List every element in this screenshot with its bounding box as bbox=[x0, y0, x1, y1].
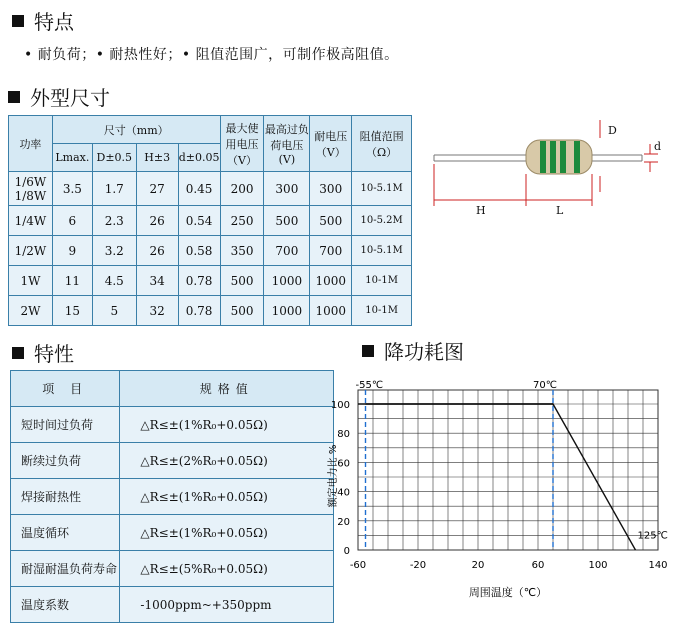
header-item: 项 目 bbox=[11, 371, 120, 407]
cell-withstand-voltage: 1000 bbox=[310, 296, 352, 326]
y-tick-label: 0 bbox=[343, 546, 350, 557]
x-tick-label: -20 bbox=[409, 560, 427, 571]
label-L: L bbox=[556, 204, 564, 217]
cell-overload-voltage: 1000 bbox=[264, 266, 310, 296]
cell-withstand-voltage: 700 bbox=[310, 236, 352, 266]
cell-withstand-voltage: 1000 bbox=[310, 266, 352, 296]
annotation-label: 125℃ bbox=[637, 530, 668, 542]
cell-overload-voltage: 500 bbox=[264, 206, 310, 236]
header-d: D±0.5 bbox=[92, 144, 136, 172]
header-lmax: Lmax. bbox=[52, 144, 92, 172]
table-row bbox=[11, 587, 334, 623]
y-tick-label: 80 bbox=[337, 429, 350, 441]
resistor-body bbox=[526, 140, 592, 174]
cell-overload-voltage: 700 bbox=[264, 236, 310, 266]
cell-power: 1/4W bbox=[9, 206, 53, 236]
cell-item: 温度系数 bbox=[11, 587, 120, 623]
cell-overload-voltage: 300 bbox=[264, 172, 310, 206]
resistor-diagram bbox=[428, 112, 668, 242]
cell-d: 5 bbox=[92, 296, 136, 326]
square-bullet-icon bbox=[8, 91, 20, 103]
cell-range: 10-1M bbox=[352, 266, 412, 296]
cell-range: 10-5.1M bbox=[352, 236, 412, 266]
header-withstand-voltage: 耐电压（V） bbox=[310, 116, 352, 172]
cell-dd: 0.78 bbox=[178, 266, 220, 296]
table-row bbox=[9, 236, 412, 266]
cell-lmax: 3.5 bbox=[52, 172, 92, 206]
cell-withstand-voltage: 300 bbox=[310, 172, 352, 206]
table-row bbox=[11, 551, 334, 587]
cell-dd: 0.78 bbox=[178, 296, 220, 326]
table-row bbox=[9, 206, 412, 236]
header-value: 规格值 bbox=[120, 371, 334, 407]
color-band bbox=[540, 141, 546, 173]
cell-range: 10-5.2M bbox=[352, 206, 412, 236]
table-row bbox=[11, 515, 334, 551]
annotation-label: 70℃ bbox=[533, 380, 557, 391]
table-row bbox=[11, 407, 334, 443]
header-power: 功率 bbox=[9, 116, 53, 172]
table-row bbox=[9, 296, 412, 326]
x-tick-label: 140 bbox=[648, 560, 668, 571]
cell-dd: 0.54 bbox=[178, 206, 220, 236]
cell-range: 10-5.1M bbox=[352, 172, 412, 206]
x-tick-label: 20 bbox=[471, 560, 485, 571]
cell-max-voltage: 500 bbox=[220, 266, 264, 296]
cell-lmax: 9 bbox=[52, 236, 92, 266]
dimensions-table bbox=[8, 115, 412, 326]
label-H: H bbox=[476, 204, 486, 217]
cell-d: 4.5 bbox=[92, 266, 136, 296]
annotation-label: -55℃ bbox=[355, 380, 384, 391]
features-title: 特点 bbox=[34, 10, 74, 34]
cell-item: 耐湿耐温负荷寿命 bbox=[11, 551, 120, 587]
cell-range: 10-1M bbox=[352, 296, 412, 326]
characteristics-title: 特性 bbox=[34, 342, 74, 366]
cell-max-voltage: 350 bbox=[220, 236, 264, 266]
header-dd: d±0.05 bbox=[178, 144, 220, 172]
cell-h: 26 bbox=[136, 206, 178, 236]
features-text: • 耐负荷；• 耐热性好；• 阻值范围广，可制作极高阻值。 bbox=[24, 47, 399, 63]
label-d: d bbox=[654, 140, 662, 153]
x-axis-label: 周围温度（℃） bbox=[468, 586, 548, 599]
header-h: H±3 bbox=[136, 144, 178, 172]
cell-h: 34 bbox=[136, 266, 178, 296]
features-heading bbox=[12, 6, 74, 35]
square-bullet-icon bbox=[12, 15, 24, 27]
color-band bbox=[550, 141, 556, 173]
cell-item: 温度循环 bbox=[11, 515, 120, 551]
square-bullet-icon bbox=[12, 347, 24, 359]
x-tick-label: 60 bbox=[531, 560, 545, 571]
cell-power: 1/2W bbox=[9, 236, 53, 266]
cell-overload-voltage: 1000 bbox=[264, 296, 310, 326]
cell-value: -1000ppm~+350ppm bbox=[120, 587, 334, 623]
cell-lmax: 11 bbox=[52, 266, 92, 296]
cell-d: 2.3 bbox=[92, 206, 136, 236]
cell-withstand-voltage: 500 bbox=[310, 206, 352, 236]
header-resistance-range: 阻值范围（Ω） bbox=[352, 116, 412, 172]
y-tick-label: 60 bbox=[337, 458, 350, 470]
cell-lmax: 15 bbox=[52, 296, 92, 326]
cell-value: △R≤±(2%R₀+0.05Ω) bbox=[120, 443, 334, 479]
cell-value: △R≤±(1%R₀+0.05Ω) bbox=[120, 515, 334, 551]
square-bullet-icon bbox=[362, 345, 374, 357]
cell-dd: 0.58 bbox=[178, 236, 220, 266]
y-axis-label: 额定电力比 % bbox=[328, 444, 339, 508]
y-tick-label: 20 bbox=[337, 516, 350, 528]
table-row bbox=[11, 479, 334, 515]
derating-chart bbox=[320, 364, 670, 604]
characteristics-table bbox=[10, 370, 334, 623]
cell-item: 焊接耐热性 bbox=[11, 479, 120, 515]
header-size: 尺寸（mm） bbox=[52, 116, 220, 144]
dimensions-title: 外型尺寸 bbox=[30, 86, 110, 110]
header-max-voltage: 最大使用电压（V） bbox=[220, 116, 264, 172]
cell-d: 3.2 bbox=[92, 236, 136, 266]
cell-max-voltage: 500 bbox=[220, 296, 264, 326]
derating-title: 降功耗图 bbox=[384, 340, 464, 364]
color-band bbox=[574, 141, 580, 173]
color-band bbox=[560, 141, 566, 173]
y-tick-label: 100 bbox=[330, 400, 350, 411]
x-tick-label: 100 bbox=[588, 560, 608, 571]
cell-max-voltage: 250 bbox=[220, 206, 264, 236]
cell-max-voltage: 200 bbox=[220, 172, 264, 206]
table-row bbox=[9, 172, 412, 206]
cell-h: 32 bbox=[136, 296, 178, 326]
cell-d: 1.7 bbox=[92, 172, 136, 206]
cell-value: △R≤±(1%R₀+0.05Ω) bbox=[120, 407, 334, 443]
cell-h: 27 bbox=[136, 172, 178, 206]
derating-heading bbox=[362, 336, 464, 365]
label-D: D bbox=[608, 124, 617, 137]
cell-power: 1W bbox=[9, 266, 53, 296]
dimensions-heading bbox=[8, 82, 110, 111]
x-tick-label: -60 bbox=[349, 560, 367, 571]
cell-item: 短时间过负荷 bbox=[11, 407, 120, 443]
header-overload-voltage: 最高过负荷电压(V) bbox=[264, 116, 310, 172]
table-row bbox=[9, 266, 412, 296]
cell-power: 2W bbox=[9, 296, 53, 326]
table-row bbox=[11, 443, 334, 479]
cell-h: 26 bbox=[136, 236, 178, 266]
y-tick-label: 40 bbox=[337, 487, 350, 499]
cell-dd: 0.45 bbox=[178, 172, 220, 206]
cell-lmax: 6 bbox=[52, 206, 92, 236]
characteristics-heading bbox=[12, 338, 74, 367]
cell-value: △R≤±(5%R₀+0.05Ω) bbox=[120, 551, 334, 587]
cell-power: 1/6W 1/8W bbox=[9, 172, 53, 206]
cell-item: 断续过负荷 bbox=[11, 443, 120, 479]
cell-value: △R≤±(1%R₀+0.05Ω) bbox=[120, 479, 334, 515]
